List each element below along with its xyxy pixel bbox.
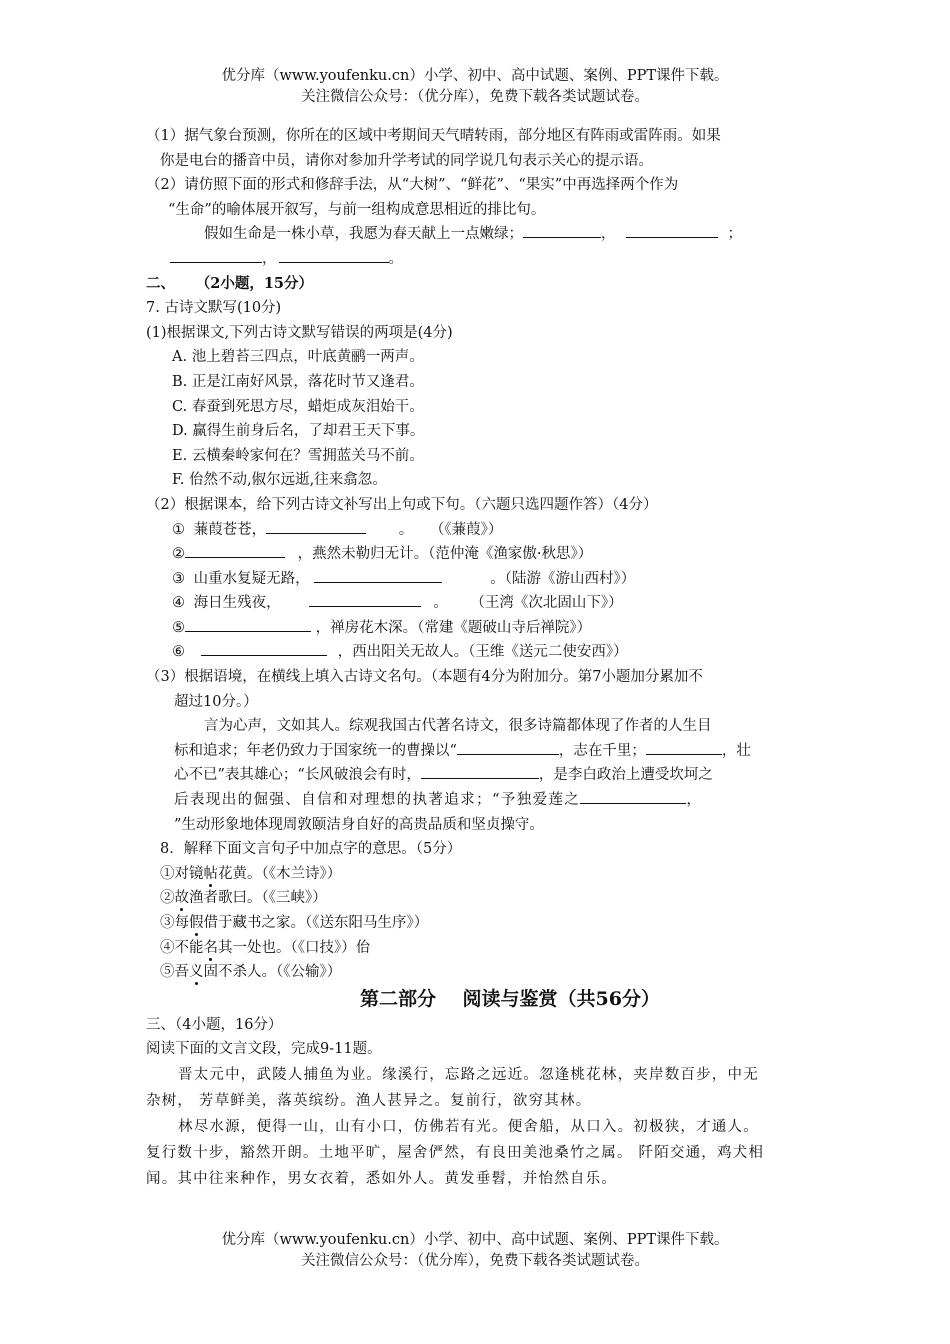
item-number: ③ <box>172 570 185 587</box>
fill-text: 蒹葭苍苍， <box>193 521 267 538</box>
q6-part2-line1: （2）请仿照下面的形式和修辞手法，从“大树”、“鲜花”、“果实”中再选择两个作为 <box>146 177 679 194</box>
q7-option: A. 池上碧苔三四点，叶底黄鹂一两声。 <box>172 349 424 366</box>
q7-3-title-line2: 超过10分。） <box>174 693 258 710</box>
answer-blank[interactable] <box>170 248 262 263</box>
item-number: ④ <box>160 939 175 956</box>
passage-p2-line2: 复行数十步，豁然开朗。土地平旷，屋舍俨然，有良田美池桑竹之属。 阡陌交通，鸡犬相 <box>146 1144 765 1161</box>
fill-text: 。（陆游《游山西村》） <box>490 570 636 587</box>
q7-option: F. 佁然不动,俶尔远逝,往来翕忽。 <box>172 472 387 489</box>
header-line-2: 关注微信公众号：（优分库），免费下载各类试题试卷。 <box>301 89 649 105</box>
q8-text: 吾 <box>174 964 189 981</box>
para-text: 后表现出的倔强、自信和对理想的执著追求；“予独爱莲之 <box>174 792 581 809</box>
q8-title: 8．解释下面文言句子中加点字的意思。（5分） <box>160 841 462 858</box>
q7-option: C. 春蚕到死思方尽，蜡炬成灰泪始干。 <box>172 398 424 415</box>
section-number: 二、 <box>146 274 175 292</box>
fill-item-4 <box>146 591 814 616</box>
q8-item-3 <box>146 911 814 936</box>
q8-item-1 <box>146 862 814 887</box>
q8-item-5 <box>146 960 814 985</box>
fill-text: ，燕然未勒归无计。（范仲淹《渔家傲·秋思》） <box>297 546 593 563</box>
dotted-char: 帖 <box>203 865 218 882</box>
section-score: （2小题，15分） <box>203 274 314 292</box>
passage-p2-line1: 林尽水源，便得一山，山有小口，仿佛若有光。便舍船，从口入。初极狭，才通人。 <box>178 1118 759 1135</box>
answer-blank[interactable] <box>523 223 601 238</box>
dotted-char: 义 <box>189 964 204 981</box>
q7-option: E. 云横秦岭家何在？雪拥蓝关马不前。 <box>172 447 424 464</box>
fill-source: （《蒹葭》） <box>429 521 503 538</box>
answer-blank[interactable] <box>279 248 389 263</box>
answer-blank[interactable] <box>646 740 722 755</box>
item-number: ④ <box>172 595 185 612</box>
punct: ， <box>262 250 277 267</box>
q8-item-4 <box>146 936 814 961</box>
item-number: ⑥ <box>172 644 185 661</box>
q8-text: 固不杀人。（《公输》） <box>203 964 342 981</box>
answer-blank[interactable] <box>626 223 718 238</box>
q7-3-title-line1: （3）根据语境，在横线上填入古诗文名句。（本题有4分为附加分。第7小题加分累加不 <box>146 669 703 686</box>
answer-blank[interactable] <box>266 519 366 534</box>
answer-blank[interactable] <box>201 641 327 656</box>
para-text: ，壮 <box>721 742 751 759</box>
item-number: ① <box>172 521 185 538</box>
answer-blank[interactable] <box>457 740 559 755</box>
item-number: ⑤ <box>160 964 175 981</box>
section-2-title <box>146 272 814 297</box>
page-footer <box>0 1230 950 1272</box>
para-text: 心不已”表其雄心；“长风破浪会有时， <box>174 767 421 784</box>
page-body <box>146 124 814 1192</box>
item-number: ⑤ <box>172 619 185 636</box>
q6-example-line <box>146 222 814 247</box>
dotted-char: 故 <box>174 890 189 907</box>
context-para-line1: 言为心声，文如其人。综观我国古代著名诗文，很多诗篇都体现了作者的人生目 <box>204 718 712 735</box>
context-para-line2 <box>146 739 814 764</box>
q7-option: B. 正是江南好风景，落花时节又逢君。 <box>172 373 424 390</box>
footer-line-2: 关注微信公众号：（优分库），免费下载各类试题试卷。 <box>301 1253 649 1269</box>
answer-blank[interactable] <box>421 764 539 779</box>
q8-text: 对镜 <box>174 865 204 882</box>
q8-text: 借于藏书之家。（《送东阳马生序》） <box>203 915 429 931</box>
item-number: ② <box>160 890 175 907</box>
fill-item-1 <box>146 518 814 543</box>
fill-item-3 <box>146 567 814 592</box>
q6-part1-line1: （1）据气象台预测，你所在的区域中考期间天气晴转雨，部分地区有阵雨或雷阵雨。如果 <box>146 128 721 144</box>
q8-text: 每 <box>174 915 189 931</box>
fill-text: 。 <box>433 595 448 612</box>
dotted-char: 假 <box>189 915 204 931</box>
item-number: ② <box>172 546 185 563</box>
page-header <box>0 66 950 108</box>
reading-instruction: 阅读下面的文言文段，完成9-11题。 <box>146 1041 382 1058</box>
q8-item-2 <box>146 886 814 911</box>
para-text: ，是李白政治上遭受坎坷之 <box>538 767 713 784</box>
para-text: ， <box>686 792 703 809</box>
punct: 。 <box>388 250 403 267</box>
q7-title: 7. 古诗文默写(10分) <box>146 300 282 317</box>
item-number: ① <box>160 865 175 882</box>
q7-option: D. 赢得生前身后名，了却君王天下事。 <box>172 423 425 440</box>
item-number: ③ <box>160 915 175 931</box>
fill-text: ，西出阳关无故人。（王维《送元二使安西》） <box>337 644 628 661</box>
fill-text: ，禅房花木深。（常建《题破山寺后禅院》） <box>315 619 592 636</box>
fill-text: 山重水复疑无路， <box>193 570 310 587</box>
passage-p1-line1: 晋太元中，武陵人捕鱼为业。缘溪行，忘路之远近。忽逢桃花林，夹岸数百步，中无 <box>178 1066 759 1083</box>
fill-text: 。 <box>398 521 414 538</box>
answer-blank[interactable] <box>580 789 686 804</box>
fill-text: 海日生残夜， <box>193 595 281 612</box>
fill-source: （王湾《次北固山下》） <box>470 595 623 612</box>
context-para-line4 <box>146 788 814 813</box>
q8-text: 花黄。（《木兰诗》） <box>218 865 342 882</box>
q6-example-text: 假如生命是一株小草，我愿为春天献上一点嫩绿； <box>204 226 523 243</box>
para-text: ，志在千里； <box>558 742 646 759</box>
dotted-char: 名 <box>203 939 218 956</box>
answer-blank[interactable] <box>314 568 442 583</box>
q6-part2-line2: “生命”的喻体展开叙写，与前一组构成意思相近的排比句。 <box>168 201 546 218</box>
answer-blank[interactable] <box>185 617 311 632</box>
punct: ； <box>727 226 742 243</box>
q6-answer-line <box>146 247 814 272</box>
part-2-title: 第二部分 阅读与鉴赏（共56分） <box>360 987 660 1010</box>
q7-2-title: （2）根据课本，给下列古诗文补写出上句或下句。（六题只选四题作答）（4分） <box>146 496 658 513</box>
para-text: 标和追求；年老仍致力于国家统一的曹操以“ <box>174 742 457 759</box>
fill-item-6 <box>146 640 814 665</box>
footer-line-1: 优分库（www.youfenku.cn）小学、初中、高中试题、案例、PPT课件下载。 <box>221 1232 729 1248</box>
context-para-line3 <box>146 763 814 788</box>
context-para-line5: ”生动形象地体现周敦颐洁身自好的高贵品质和坚贞操守。 <box>174 816 544 833</box>
q8-text: 不能 <box>174 939 204 956</box>
q6-part1-line2: 你是电台的播音中员，请你对参加升学考试的同学说几句表示关心的提示语。 <box>160 152 653 169</box>
passage-p2-line3: 闻。其中往来种作，男女衣着，悉如外人。黄发垂髫，并怡然自乐。 <box>146 1170 617 1187</box>
answer-blank[interactable] <box>309 592 421 607</box>
answer-blank[interactable] <box>185 543 285 558</box>
fill-item-5 <box>146 616 814 641</box>
header-line-1: 优分库（www.youfenku.cn）小学、初中、高中试题、案例、PPT课件下载。 <box>221 68 729 84</box>
fill-item-2 <box>146 542 814 567</box>
section-3-title: 三、（4小题，16分） <box>146 1016 283 1033</box>
punct: ， <box>601 226 616 243</box>
q8-text: 其一处也。（《口技》）佁 <box>218 939 371 956</box>
q8-text: 渔者歌曰。（《三峡》） <box>189 890 327 907</box>
q7-1-title: (1)根据课文,下列古诗文默写错误的两项是(4分) <box>146 324 453 341</box>
passage-p1-line2: 杂树， 芳草鲜美，落英缤纷。渔人甚异之。复前行，欲穷其林。 <box>146 1092 592 1109</box>
